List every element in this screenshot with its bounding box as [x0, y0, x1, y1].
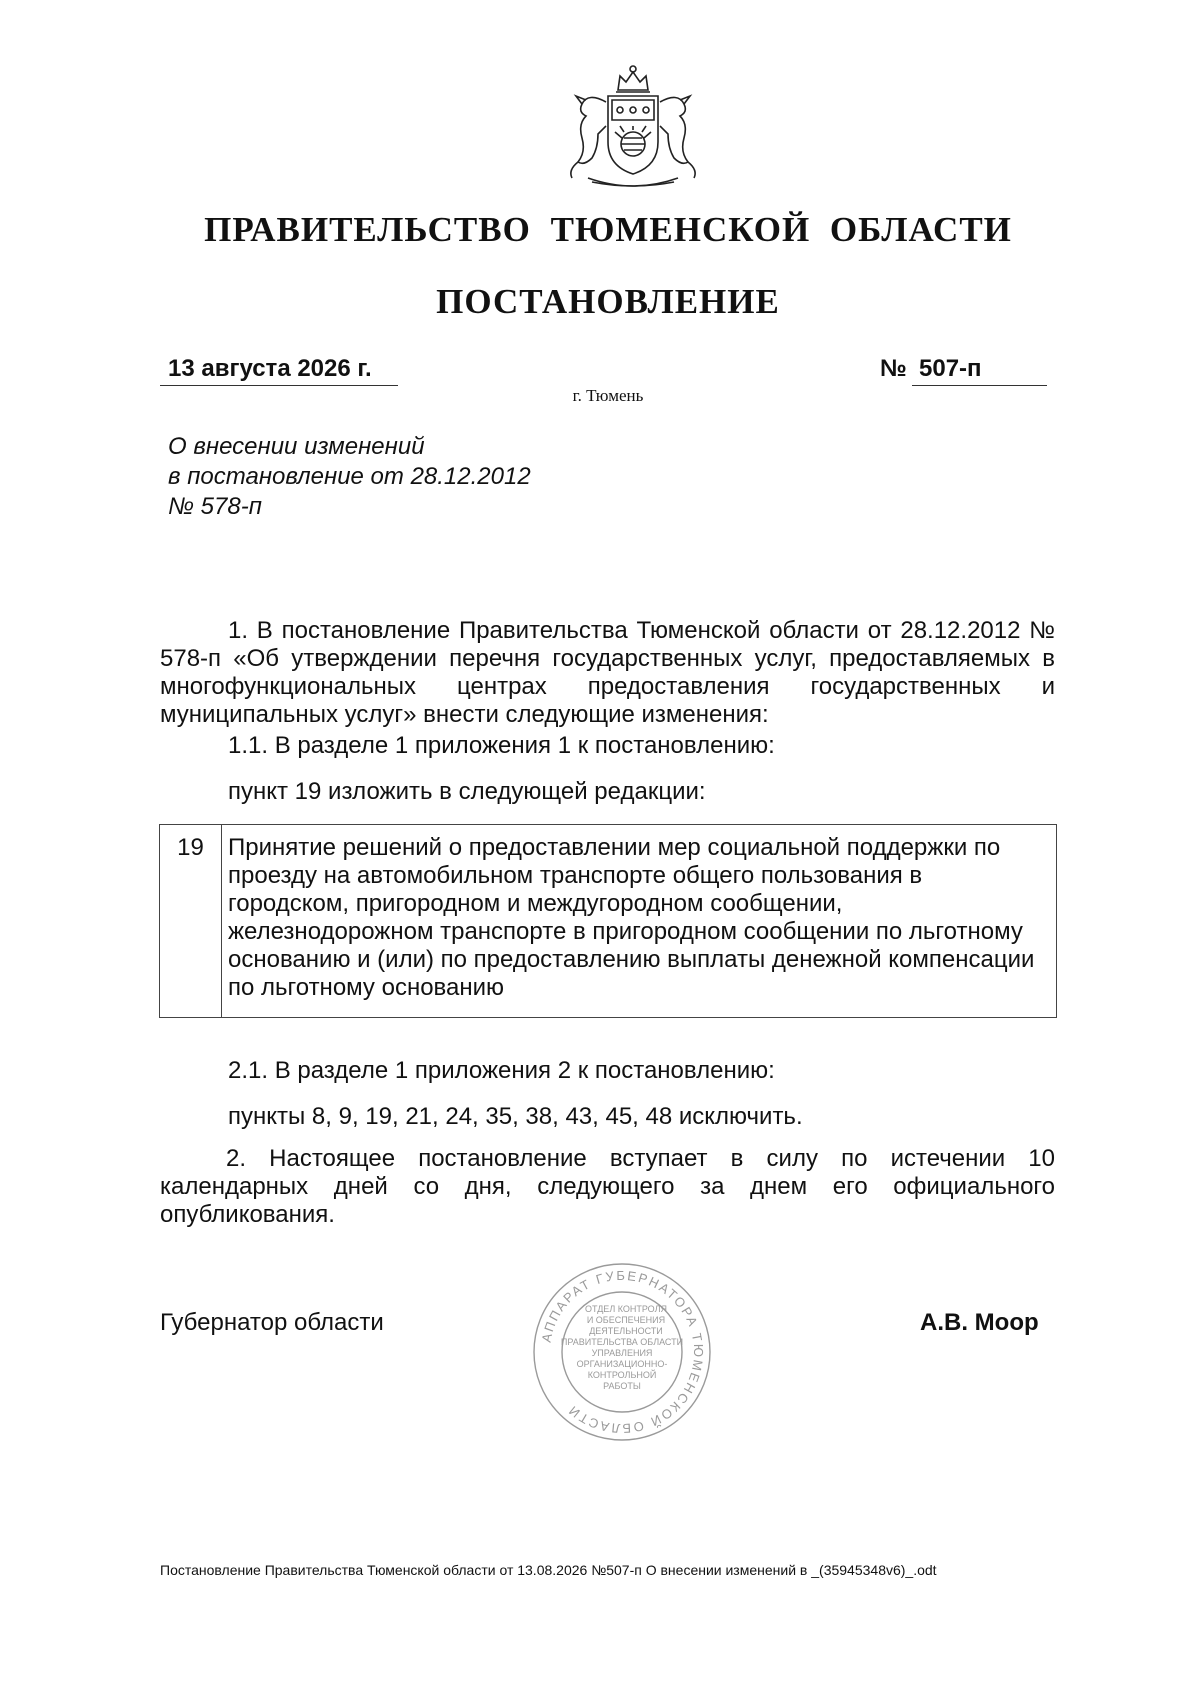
table-text-line: Принятие решений о предоставлении мер социальной поддержки по: [228, 834, 1001, 861]
government-title: ПРАВИТЕЛЬСТВО ТЮМЕНСКОЙ ОБЛАСТИ: [204, 210, 1012, 249]
svg-text:ОТДЕЛ КОНТРОЛЯ: ОТДЕЛ КОНТРОЛЯ: [585, 1304, 667, 1314]
table-text-line: по льготному основанию: [228, 974, 505, 1001]
svg-text:АППАРАТ ГУБЕРНАТОРА ТЮМЕНСКОЙ: АППАРАТ ГУБЕРНАТОРА ТЮМЕНСКОЙ ОБЛАСТИ: [538, 1267, 707, 1437]
number-sign: №: [880, 355, 907, 382]
subject-line: № 578-п: [168, 493, 262, 520]
svg-text:УПРАВЛЕНИЯ: УПРАВЛЕНИЯ: [591, 1348, 653, 1358]
table-text-line: железнодорожном транспорте в пригородном сообщении по льготному: [228, 918, 1023, 945]
amendment-table: [159, 824, 1057, 1018]
paragraph-2-1-instruction: пункты 8, 9, 19, 21, 24, 35, 38, 43, 45, 48 исключить.: [228, 1103, 803, 1130]
signatory-position: Губернатор области: [160, 1309, 384, 1336]
svg-text:КОНТРОЛЬНОЙ: КОНТРОЛЬНОЙ: [587, 1370, 657, 1380]
table-text-line: проезду на автомобильном транспорте общего пользования в: [228, 862, 923, 889]
svg-text:ПРАВИТЕЛЬСТВА ОБЛАСТИ: ПРАВИТЕЛЬСТВА ОБЛАСТИ: [560, 1337, 684, 1347]
coat-of-arms-icon: [558, 62, 708, 194]
paragraph-1-1: 1.1. В разделе 1 приложения 1 к постановлению:: [228, 732, 775, 759]
document-footer: Постановление Правительства Тюменской области от 13.08.2026 №507-п О внесении изменений в _(35945348v6)_.odt: [160, 1562, 937, 1578]
table-row-number: 19: [160, 825, 222, 1017]
paragraph-1: 1. В постановление Правительства Тюменской области от 28.12.2012 № 578-п «Об утверждении перечня государственных услуг, предоставляемых в многофункциональных центрах предоставления государственных и муниципальных услуг» внести следующие изменения:: [160, 617, 1055, 728]
subject-line: в постановление от 28.12.2012: [168, 463, 531, 490]
svg-text:ОРГАНИЗАЦИОННО-: ОРГАНИЗАЦИОННО-: [576, 1359, 668, 1369]
table-row-text: [222, 825, 1056, 1017]
table-text-line: городском, пригородном и междугородном сообщении,: [228, 890, 843, 917]
decree-number: 507-п: [919, 355, 982, 382]
signatory-name: А.В. Моор: [920, 1309, 1039, 1336]
svg-text:И ОБЕСПЕЧЕНИЯ: И ОБЕСПЕЧЕНИЯ: [586, 1315, 666, 1325]
document-type: ПОСТАНОВЛЕНИЕ: [436, 282, 780, 321]
city: г. Тюмень: [572, 386, 644, 405]
table-text-line: основанию и (или) по предоставлению выплаты денежной компенсации: [228, 946, 1035, 973]
paragraph-1-1-instruction: пункт 19 изложить в следующей редакции:: [228, 778, 706, 805]
svg-text:РАБОТЫ: РАБОТЫ: [603, 1381, 641, 1391]
paragraph-2-1: 2.1. В разделе 1 приложения 2 к постановлению:: [228, 1057, 775, 1084]
decree-subject: [168, 432, 531, 522]
subject-line: О внесении изменений: [168, 433, 425, 460]
official-stamp-icon: [530, 1260, 714, 1444]
decree-date: 13 августа 2026 г.: [168, 355, 372, 382]
svg-text:ДЕЯТЕЛЬНОСТИ: ДЕЯТЕЛЬНОСТИ: [589, 1326, 663, 1336]
paragraph-2: 2. Настоящее постановление вступает в силу по истечении 10 календарных дней со дня, следующего за днем его официального опубликования.: [160, 1145, 1055, 1228]
